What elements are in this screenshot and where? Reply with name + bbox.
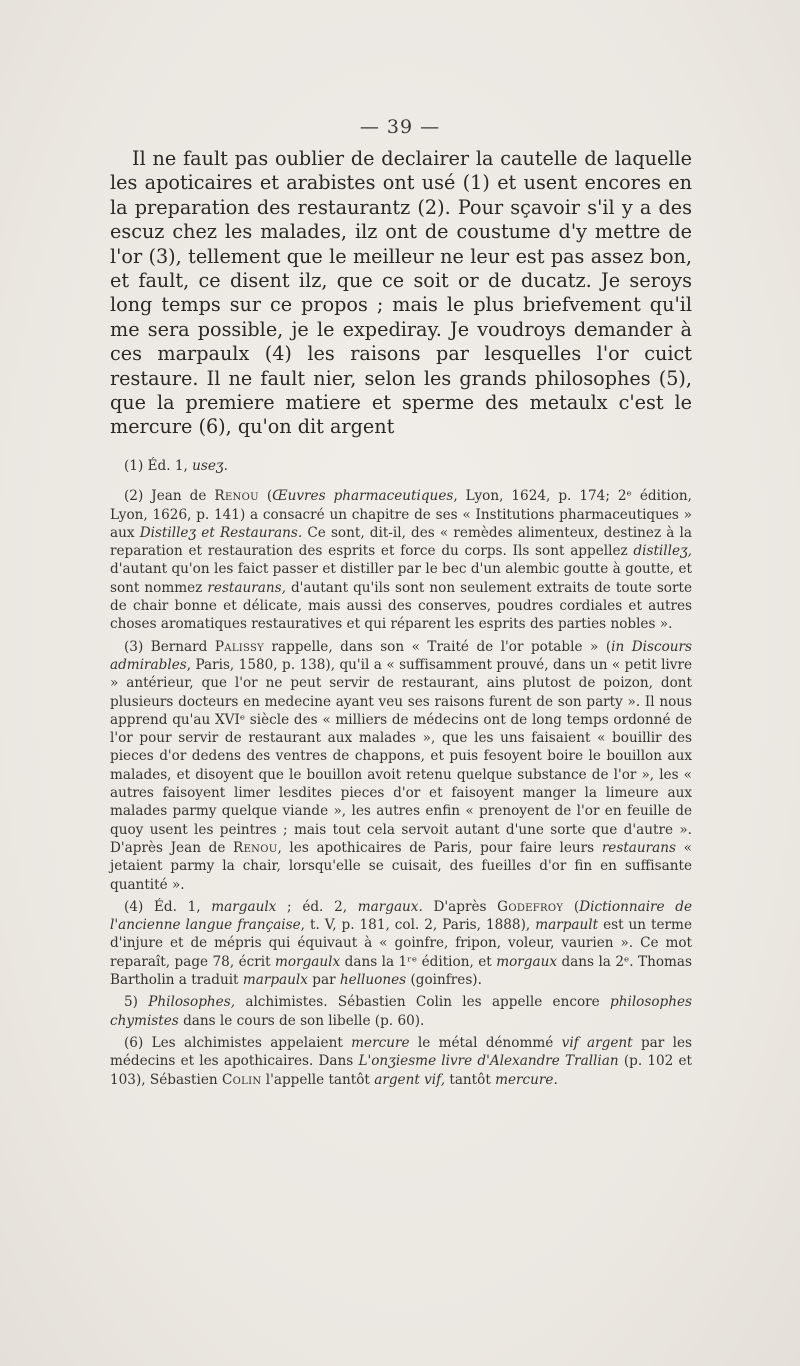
footnote-6: (6) Les alchimistes appelaient mercure le métal dénommé vif argent par les médecins et les apothicaires. Dans L'onʒiesme livre d'Alexandre Trallian (p. 102 et 103), Sébastien Colin l'appelle tantôt argent vif, tantôt mercure.: [110, 1034, 692, 1088]
footnote-5: 5) Philosophes, alchimistes. Sébastien Colin les appelle encore philosophes chymistes dans le cours de son libelle (p. 60).: [110, 994, 693, 1029]
footnote-3: (3) Bernard Palissy rappelle, dans son « Traité de l'or potable » (in Discours admirables, Paris, 1580, p. 138), qu'il a « suffisamment prouvé, dans un « petit livre » antérieur, que l'or ne peut servir de restaurant, ains plutost de poizon, dont plusieurs docteurs en medecine ayant veu ses raisons furent de son party ». Il nous apprend qu'au XVIᵉ siècle des « milliers de médecins ont de long temps ordonné de l'or pour servir de restaurant aux malades », que les uns faisaient « bouillir des pieces d'or dedens des ventres de chappons, et puis fesoyent boire le bouillon aux malades, et disoyent que le bouillon avoit retenu quelque substance de l'or », les « autres faisoyent limer lesdites pieces d'or et faisoyent manger la limeure aux malades parmy quelque viande », les autres enfin « prenoyent de l'or en feuille de quoy usent les peintres ; mais tout cela servoit autant d'une sorte que d'autre ». D'après Jean de Renou, les apothicaires de Paris, pour faire leurs restaurans « jetaient parmy la chair, lorsqu'elle se cuisait, des fueilles d'or fin en suffisante quantité ».: [110, 638, 692, 893]
footnote-1: (1) Éd. 1, useʒ.: [124, 458, 228, 474]
footnote-4: (4) Éd. 1, margaulx ; éd. 2, margaux. D'après Godefroy (Dictionnaire de l'ancienne langue française, t. V, p. 181, col. 2, Paris, 1888), marpault est un terme d'injure et de mépris qui équivaut à « goinfre, fripon, voleur, vaurien ». Ce mot reparaît, page 78, écrit morgaulx dans la 1ʳᵉ édition, et morgaux dans la 2ᵉ. Thomas Bartholin a traduit marpaulx par helluones (goinfres).: [110, 898, 693, 989]
footnotes-section: [110, 457, 692, 1093]
footnote-2: (2) Jean de Renou (Œuvres pharmaceutiques, Lyon, 1624, p. 174; 2ᵉ édition, Lyon, 1626, p. 141) a consacré un chapitre de ses « Institutions pharmaceutiques » aux Distilleʒ et Restaurans. Ce sont, dit-il, des « remèdes alimenteux, destinez à la reparation et restauration des esprits et force du corps. Ils sont appellez distilleʒ, d'autant qu'on les faict passer et distiller par le bec d'un alembic goutte à goutte, et sont nommez restaurans, d'autant qu'ils sont non seulement extraits de toute sorte de chair bonne et délicate, mais aussi des conserves, poudres cordiales et autres choses aromatiques restauratives et qui réparent les esprits des parties nobles ».: [110, 488, 692, 633]
main-text-paragraph: Il ne fault pas oublier de declairer la cautelle de laquelle les apoticaires et arabistes ont usé (1) et usent encores en la preparation des restaurantz (2). Pour sçavoir s'il y a des escuz chez les malades, ilz ont de coustume d'y mettre de l'or (3), tellement que le meilleur ne leur est pas assez bon, et fault, ce disent ilz, que ce soit or de ducatz. Je seroys long temps sur ce propos ; mais le plus briefvement qu'il me sera possible, je le expediray. Je voudroys demander à ces marpaulx (4) les raisons par lesquelles l'or cuict restaure. Il ne fault nier, selon les grands philosophes (5), que la premiere matiere et sperme des metaulx c'est le mercure (6), qu'on dit argent: [110, 147, 692, 439]
page-number: — 39 —: [359, 116, 441, 138]
